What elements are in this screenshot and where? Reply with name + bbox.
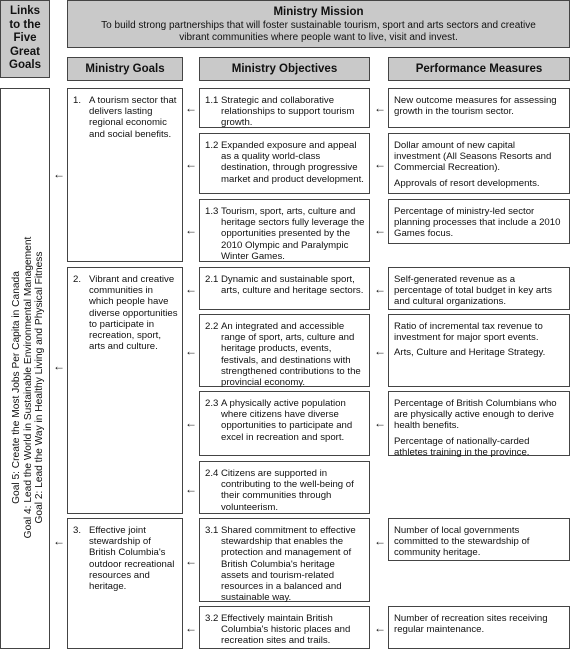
objective-number: 2.1: [205, 274, 219, 285]
arrow-left-icon: ←: [53, 359, 65, 373]
objective-box-1-1: [199, 88, 370, 128]
arrow-left-icon: ←: [185, 157, 197, 171]
objective-number: 3.2: [205, 613, 219, 624]
measure-text: Percentage of ministry-led sector planning processes that include a 2010 Games focus.: [394, 206, 561, 240]
measure-text: Ratio of incremental tax revenue to investment for major sport events.: [394, 321, 543, 344]
col-header-objectives-label: Ministry Objectives: [231, 63, 338, 75]
objective-number: 3.1: [205, 525, 219, 536]
arrow-left-icon: ←: [374, 621, 386, 635]
measure-text: Number of local governments committed to the stewardship of community heritage.: [394, 525, 530, 559]
goal-box-2: [67, 267, 183, 514]
objective-box-2-2: [199, 314, 370, 387]
objective-box-3-1: [199, 518, 370, 602]
arrow-left-icon: ←: [53, 534, 65, 548]
arrow-left-icon: ←: [185, 621, 197, 635]
arrow-left-icon: ←: [374, 534, 386, 548]
col-header-measures-label: Performance Measures: [415, 63, 543, 75]
arrow-left-icon: ←: [374, 282, 386, 296]
goal-number: 1.: [73, 95, 82, 106]
arrow-left-icon: ←: [185, 344, 197, 358]
measure-box-3-1: [388, 518, 570, 561]
measure-text: Number of recreation sites receiving regular maintenance.: [394, 613, 548, 636]
great-goal-4: Goal 4: Lead the World in Sustainable Environmental Management: [22, 236, 34, 539]
measure-box-2-1: [388, 267, 570, 310]
goal-box-3: [67, 518, 183, 649]
measure-text: Self-generated revenue as a percentage of total budget in key arts and cultural organizations.: [394, 274, 552, 308]
objective-number: 1.2: [205, 140, 219, 151]
links-header: [0, 0, 50, 78]
objective-text: Effectively maintain British Columbia's historic places and recreation sites and trails.: [221, 613, 351, 647]
measure-text: Approvals of resort developments.: [394, 177, 540, 189]
objective-number: 2.4: [205, 468, 219, 479]
great-goals-text: [11, 103, 71, 672]
arrow-left-icon: ←: [374, 101, 386, 115]
mission-title: Ministry Mission: [273, 6, 364, 18]
arrow-left-icon: ←: [185, 223, 197, 237]
objective-text: An integrated and accessible range of sport, arts, culture and heritage products, events, festivals, and destinations with strengthened contributions to the provincial economy.: [221, 321, 361, 389]
measure-box-3-2: [388, 606, 570, 649]
great-goal-2: Goal 2: Lead the Way in Healthy Living and Physical Fitness: [34, 251, 46, 524]
goal-text: A tourism sector that delivers lasting regional economic and social benefits.: [89, 95, 177, 140]
objective-text: Dynamic and sustainable sport, arts, culture and heritage sectors.: [221, 274, 364, 297]
objective-box-1-3: [199, 199, 370, 262]
objective-text: Expanded exposure and appeal as a quality world-class destination, through progressive market and product development.: [221, 140, 364, 185]
mission-text: To build strong partnerships that will foster sustainable tourism, sport and arts sectors and creative vibrant communities where people want to live, visit and invest.: [101, 20, 536, 43]
goal-text: Effective joint stewardship of British Columbia's outdoor recreational resources and heritage.: [89, 525, 175, 593]
links-header-text: Links to the Five Great Goals: [9, 5, 41, 72]
measure-text: New outcome measures for assessing growth in the tourism sector.: [394, 95, 557, 118]
objective-text: A physically active population where citizens have diverse opportunities to participate and excel in recreation and sport.: [221, 398, 353, 443]
goal-box-1: [67, 88, 183, 262]
col-header-objectives: [199, 57, 370, 81]
col-header-goals-label: Ministry Goals: [85, 63, 165, 75]
measure-text: Percentage of British Columbians who are physically active enough to derive health benefits.: [394, 398, 557, 432]
objective-number: 1.3: [205, 206, 219, 217]
objective-text: Tourism, sport, arts, culture and heritage sectors fully leverage the opportunities presented by the 2010 Olympic and Paralympic Winter Games.: [221, 206, 365, 262]
objective-number: 2.3: [205, 398, 219, 409]
measure-box-2-3: [388, 391, 570, 456]
measure-text: Percentage of nationally-carded athletes training in the province.: [394, 435, 530, 458]
arrow-left-icon: ←: [185, 554, 197, 568]
great-goal-5: Goal 5: Create the Most Jobs Per Capita in Canada: [11, 271, 22, 504]
objective-box-1-2: [199, 133, 370, 194]
objective-number: 1.1: [205, 95, 219, 106]
measure-box-1-1: [388, 88, 570, 128]
arrow-left-icon: ←: [185, 482, 197, 496]
objective-number: 2.2: [205, 321, 219, 332]
arrow-left-icon: ←: [185, 101, 197, 115]
ministry-mission: [67, 0, 570, 48]
measure-box-1-3: [388, 199, 570, 244]
objective-text: Strategic and collaborative relationships to support tourism growth.: [221, 95, 355, 129]
objective-text: Shared commitment to effective stewardship that enables the protection and management of British Columbia's heritage assets and tourism-related resources in a balanced and sustainable way.: [221, 525, 356, 604]
arrow-left-icon: ←: [374, 157, 386, 171]
measure-box-1-2: [388, 133, 570, 194]
arrow-left-icon: ←: [53, 167, 65, 181]
measure-text: Dollar amount of new capital investment (All Seasons Resorts and Commercial Recreation).: [394, 140, 552, 174]
objective-text: Citizens are supported in contributing to the well-being of their communities through volunteerism.: [221, 468, 354, 513]
arrow-left-icon: ←: [185, 282, 197, 296]
objective-box-3-2: [199, 606, 370, 649]
measure-text: Arts, Culture and Heritage Strategy.: [394, 347, 546, 359]
great-goals-column: [0, 88, 50, 649]
col-header-goals: [67, 57, 183, 81]
arrow-left-icon: ←: [374, 344, 386, 358]
objective-box-2-3: [199, 391, 370, 456]
arrow-left-icon: ←: [374, 416, 386, 430]
goal-number: 2.: [73, 274, 82, 285]
arrow-left-icon: ←: [185, 416, 197, 430]
col-header-measures: [388, 57, 570, 81]
objective-box-2-1: [199, 267, 370, 310]
objective-box-2-4: [199, 461, 370, 514]
goal-text: Vibrant and creative communities in which people have diverse opportunities to participate in recreation, sport, arts and culture.: [89, 274, 178, 353]
measure-box-2-2: [388, 314, 570, 387]
goal-number: 3.: [73, 525, 82, 536]
arrow-left-icon: ←: [374, 223, 386, 237]
